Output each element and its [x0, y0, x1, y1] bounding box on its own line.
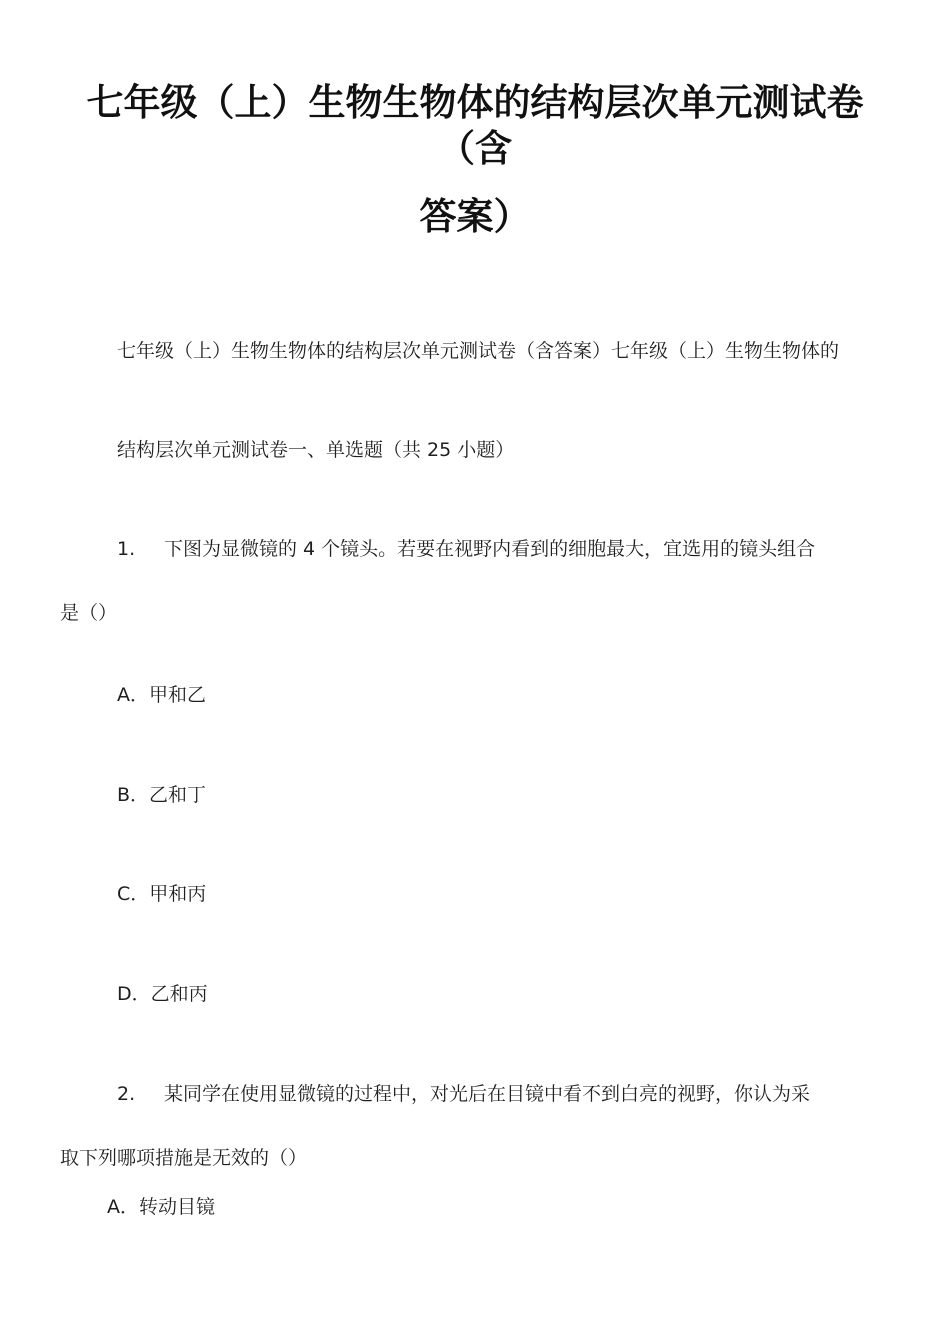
question-2-option-a: A．转动目镜 — [107, 1196, 215, 1218]
document-title-line-3: 答案） — [419, 195, 531, 238]
intro-line-2: 结构层次单元测试卷一、单选题（共 25 小题） — [117, 439, 515, 461]
question-1-option-a: A．甲和乙 — [117, 684, 206, 706]
question-1-option-d: D．乙和丙 — [117, 983, 208, 1005]
question-1-line-2: 是（） — [60, 602, 118, 624]
question-1-line-1 — [117, 540, 815, 559]
question-2-number: 2. — [117, 1083, 136, 1105]
question-2-line-1 — [117, 1085, 810, 1104]
question-2-stem: 某同学在使用显微镜的过程中，对光后在目镜中看不到白亮的视野，你认为采 — [164, 1083, 811, 1105]
question-1-number: 1. — [117, 538, 136, 560]
document-title-line-1: 七年级（上）生物生物体的结构层次单元测试卷 — [86, 81, 864, 124]
intro-line-1: 七年级（上）生物生物体的结构层次单元测试卷（含答案）七年级（上）生物生物体的 — [117, 340, 840, 362]
question-2-line-2: 取下列哪项措施是无效的（） — [60, 1147, 308, 1169]
document-title-line-2: （含 — [438, 127, 512, 170]
question-1-stem: 下图为显微镜的 4 个镜头。若要在视野内看到的细胞最大，宜选用的镜头组合 — [164, 538, 816, 560]
question-1-option-b: B．乙和丁 — [117, 784, 207, 806]
question-1-option-c: C．甲和丙 — [117, 883, 207, 905]
